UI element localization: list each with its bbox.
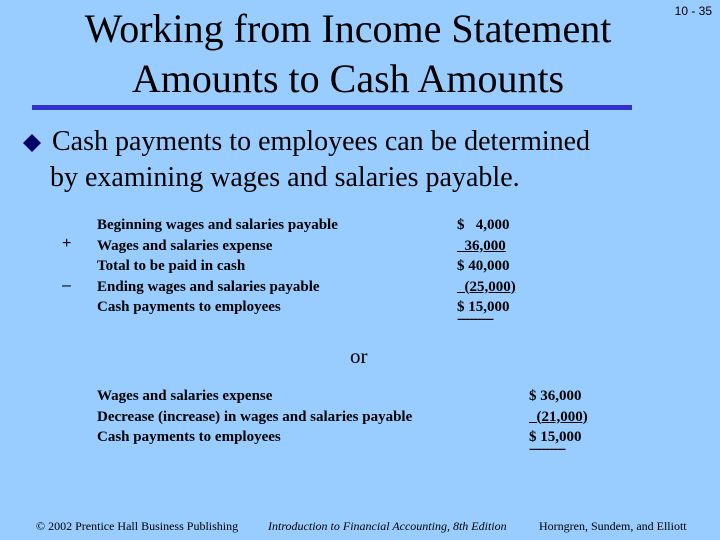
method1-amount-5: $ 15,000	[457, 299, 510, 315]
footer-book-title: Introduction to Financial Accounting, 8th Edition	[268, 519, 507, 533]
method1-labels	[97, 215, 338, 318]
minus-sign: –	[62, 277, 71, 294]
method2-labels	[97, 386, 412, 448]
title-line-1: Working from Income Statement	[84, 6, 612, 51]
method1-label-2: Wages and salaries expense	[97, 237, 273, 254]
footer-authors: Horngren, Sundem, and Elliott	[539, 519, 687, 533]
method2-label-2: Decrease (increase) in wages and salaries payable	[97, 408, 413, 425]
method2-amount-2: (21,000)	[529, 408, 588, 425]
method1-label-5: Cash payments to employees	[97, 299, 281, 315]
footer-copyright: © 2002 Prentice Hall Business Publishing	[36, 519, 239, 533]
slide-number: 10 - 35	[674, 4, 712, 18]
method1-amount-4: (25,000)	[457, 278, 516, 295]
title-underline	[32, 105, 632, 110]
method2-amount-3: $ 15,000	[529, 429, 582, 445]
method1-amounts	[457, 215, 516, 329]
method1-label-1: Beginning wages and salaries payable	[97, 217, 338, 233]
method2-double-rule: ---------	[529, 440, 565, 457]
method2-label-3: Cash payments to employees	[97, 429, 281, 445]
bullet-line-2: by examining wages and salaries payable.	[50, 162, 520, 193]
method1-double-rule: ---------	[457, 310, 493, 327]
diamond-bullet-icon	[22, 133, 42, 153]
bullet-point	[22, 124, 702, 196]
method1-amount-3: $ 40,000	[457, 258, 510, 274]
method1-label-3: Total to be paid in cash	[97, 258, 246, 274]
slide-title	[28, 4, 668, 104]
method2-amount-1: $ 36,000	[529, 388, 582, 404]
bullet-text	[52, 124, 702, 196]
bullet-line-1: Cash payments to employees can be determined	[52, 126, 591, 157]
method1-amount-1: $ 4,000	[457, 217, 510, 233]
or-separator: or	[350, 344, 368, 368]
method1-label-4: Ending wages and salaries payable	[97, 278, 320, 295]
method2-label-1: Wages and salaries expense	[97, 388, 273, 404]
title-line-2: Amounts to Cash Amounts	[131, 56, 565, 101]
method2-amounts	[529, 386, 588, 459]
method1-amount-2: 36,000	[457, 237, 506, 254]
plus-sign: +	[62, 235, 72, 252]
